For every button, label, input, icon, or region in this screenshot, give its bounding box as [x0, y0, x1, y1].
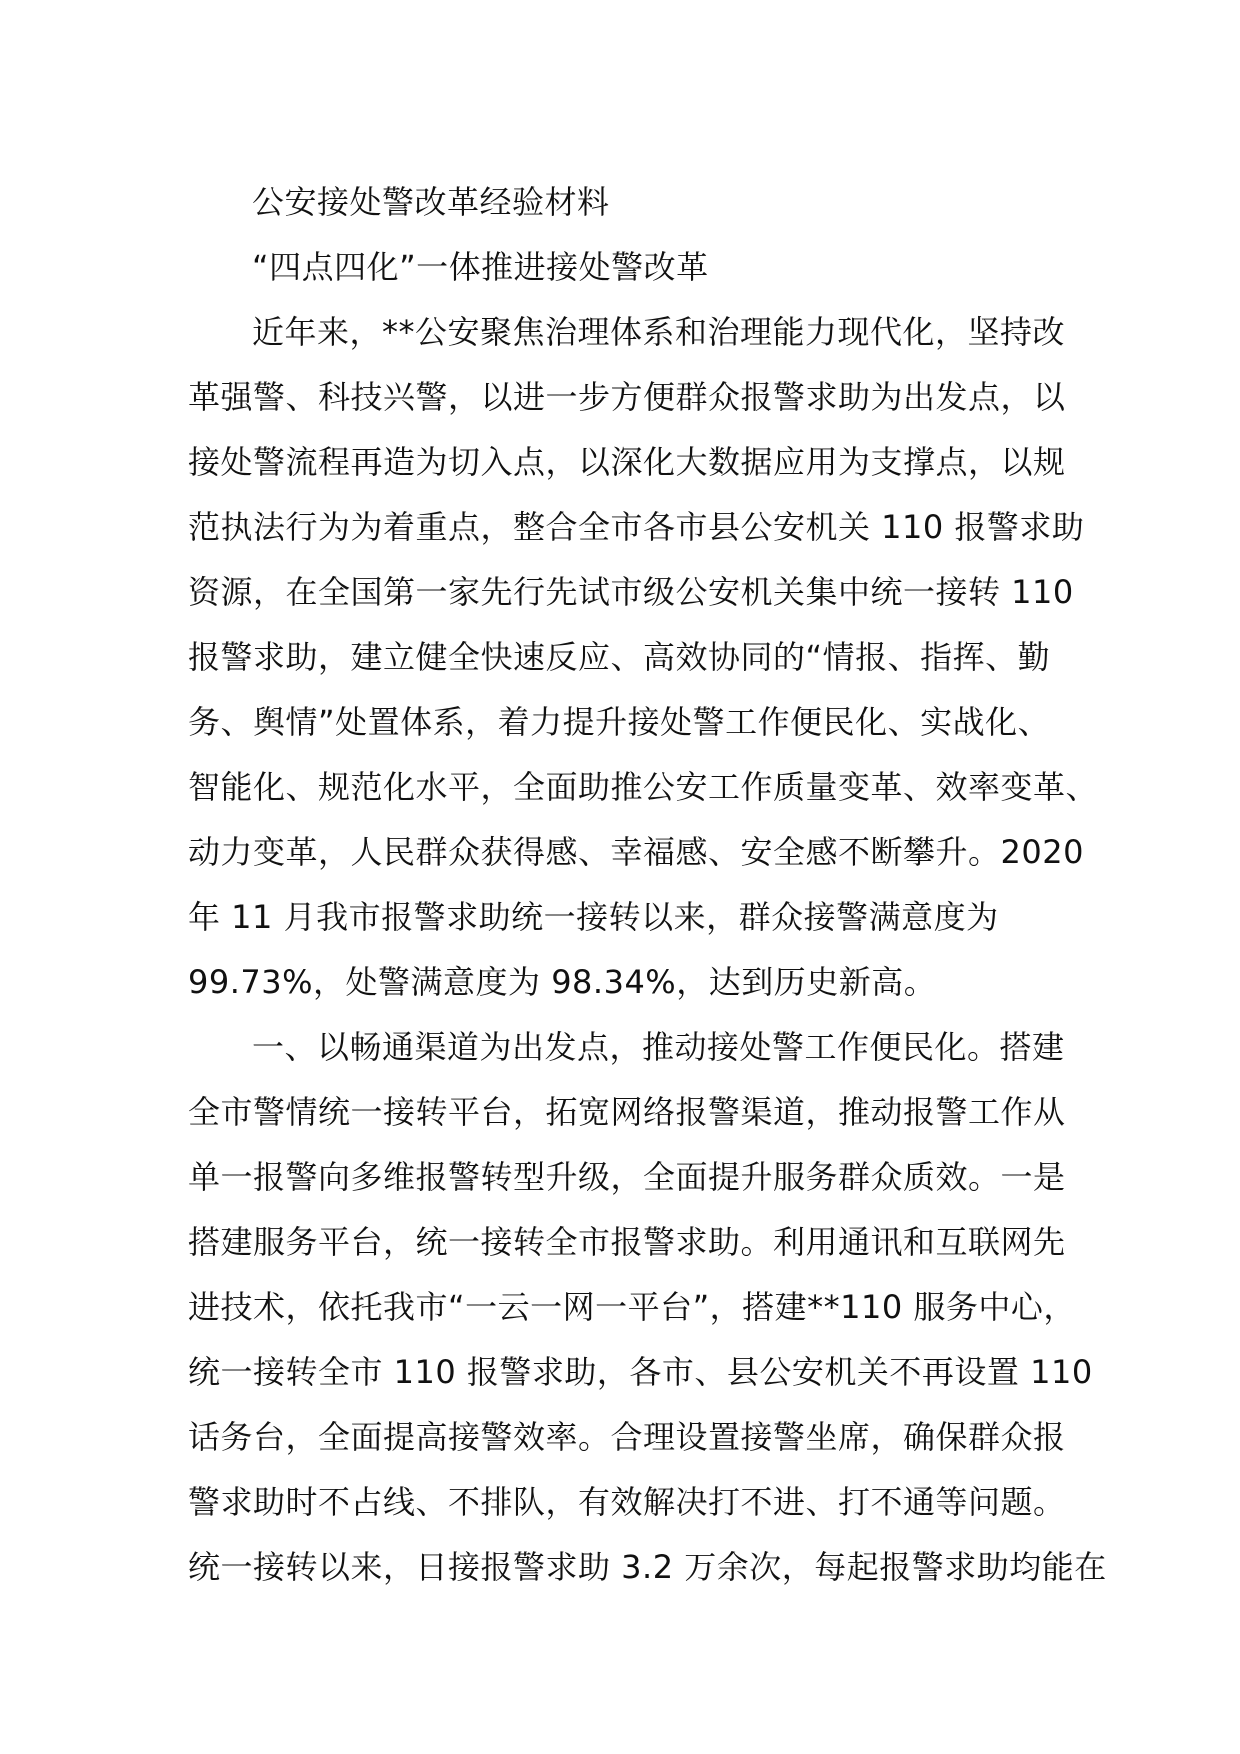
- paragraph-line: 进技术，依托我市“一云一网一平台”，搭建**110 服务中心，: [188, 1288, 1076, 1326]
- paragraph-line: 全市警情统一接转平台，拓宽网络报警渠道，推动报警工作从: [188, 1093, 1066, 1131]
- document-subtitle: “四点四化”一体推进接处警改革: [252, 248, 709, 286]
- paragraph-line: 警求助时不占线、不排队，有效解决打不进、打不通等问题。: [188, 1483, 1066, 1521]
- paragraph-line: 年 11 月我市报警求助统一接转以来，群众接警满意度为: [188, 898, 999, 936]
- paragraph-line: 智能化、规范化水平，全面助推公安工作质量变革、效率变革、: [188, 768, 1099, 806]
- paragraph-line: 革强警、科技兴警，以进一步方便群众报警求助为出发点，以: [188, 378, 1066, 416]
- paragraph-line: 动力变革，人民群众获得感、幸福感、安全感不断攀升。2020: [188, 833, 1084, 871]
- section-heading-line: 一、以畅通渠道为出发点，推动接处警工作便民化。搭建: [252, 1028, 1065, 1066]
- paragraph-line: 搭建服务平台，统一接转全市报警求助。利用通讯和互联网先: [188, 1223, 1066, 1261]
- paragraph-line: 单一报警向多维报警转型升级，全面提升服务群众质效。一是: [188, 1158, 1066, 1196]
- document-title: 公安接处警改革经验材料: [252, 183, 610, 221]
- paragraph-line: 接处警流程再造为切入点，以深化大数据应用为支撑点，以规: [188, 443, 1066, 481]
- paragraph-line: 统一接转全市 110 报警求助，各市、县公安机关不再设置 110: [188, 1353, 1093, 1391]
- paragraph-line: 务、舆情”处置体系，着力提升接处警工作便民化、实战化、: [188, 703, 1051, 741]
- document-page: [188, 170, 1107, 1600]
- paragraph-line: 报警求助，建立健全快速反应、高效协同的“情报、指挥、勤: [188, 638, 1051, 676]
- paragraph-line: 近年来，**公安聚焦治理体系和治理能力现代化，坚持改: [252, 313, 1066, 351]
- paragraph-line: 统一接转以来，日接报警求助 3.2 万余次，每起报警求助均能在: [188, 1548, 1107, 1586]
- paragraph-line: 资源，在全国第一家先行先试市级公安机关集中统一接转 110: [188, 573, 1074, 611]
- paragraph-line: 99.73%，处警满意度为 98.34%，达到历史新高。: [188, 963, 937, 1001]
- paragraph-line: 范执法行为为着重点，整合全市各市县公安机关 110 报警求助: [188, 508, 1085, 546]
- paragraph-line: 话务台，全面提高接警效率。合理设置接警坐席，确保群众报: [188, 1418, 1066, 1456]
